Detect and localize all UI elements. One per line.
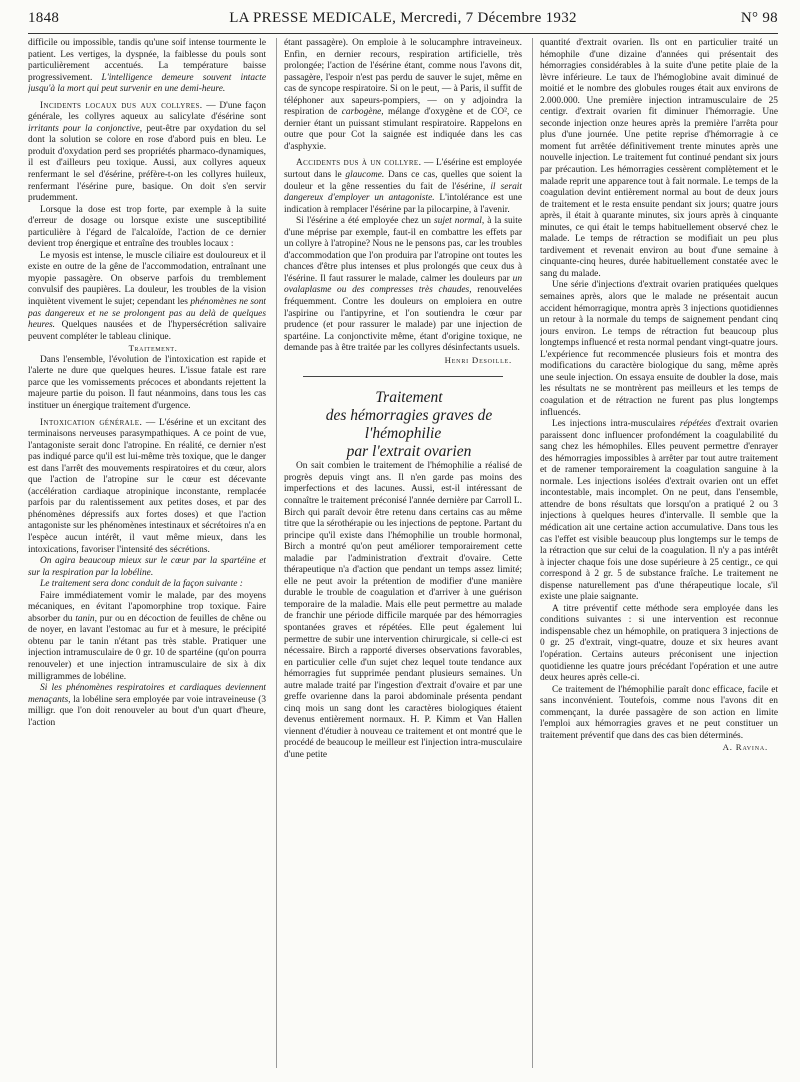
section-heading: Accidents dus à un collyre.	[296, 158, 422, 169]
issue-number: N° 98	[740, 10, 778, 26]
column-divider	[532, 38, 533, 1068]
paragraph: Accidents dus à un collyre. — L'ésérine est employée surtout dans le glaucome. Dans ce cas, quelles que soient la douleur et la gêne ressenties du fait de l'ésérine, il serait dangereux d'employer un antagoniste. L'intolérance est une indication à remplacer l'ésérine par la pilocarpine, à l'avenir.	[284, 158, 522, 215]
article-separator	[303, 376, 503, 377]
author-signature: A. Ravina.	[722, 742, 768, 753]
journal-title-date: LA PRESSE MEDICALE, Mercredi, 7 Décembre 1932	[229, 10, 577, 26]
paragraph: Lorsque la dose est trop forte, par exemple à la suite d'erreur de dosage ou lorsque existe une susceptibilité particulière à l'égard de l'alcaloïde, l'action de ce dernier devient trop énergique et entraîne des troubles locaux :	[28, 204, 266, 250]
paragraph: difficile ou impossible, tandis qu'une soif intense tourmente le patient. Les vertiges, la dyspnée, la faiblesse du pouls sont particulièrement accentués. La température baisse progressivement. L'intelligence demeure souvent intacte jusqu'à la mort qui peut survenir en une demi-heure.	[28, 38, 266, 95]
paragraph: Faire immédiatement vomir le malade, par des moyens mécaniques, en évitant l'apomorphine trop toxique. Faire absorber du tanin, pur ou en décoction de feuilles de chêne ou de noyer, en lavant l'estomac au fur et à mesure, le précipité obtenu par le tanin n'étant pas très stable. Pratiquer une injection intramusculaire de 0 gr. 10 de spartéine (qu'on pourra renouveler) et une injection intramusculaire de six à dix milligrammes de lobéline.	[28, 590, 266, 682]
paragraph: Ce traitement de l'hémophilie paraît donc efficace, facile et sans inconvénient. Toutefois, comme nous l'avons dit en commençant, la durée passagère de son action en limite l'emploi aux hémorragies graves et ne peut constituer un traitement préventif que dans des cas bien déterminés.	[540, 684, 778, 741]
column-divider	[276, 38, 277, 1068]
paragraph: quantité d'extrait ovarien. Ils ont en particulier traité un hémophile d'une dizaine d'années qui présentait des hémorragies considérables à la suite d'une petite plaie de la lèvre inférieure. Le taux de l'hémoglobine avait diminué de moitié et le nombre des globules rouges était aux environs de 2.000.000. Une première injection intramusculaire de 25 centigr. d'extrait ovarien fit diminuer l'hémorragie. Une seconde injection onze heures après la première l'arrêta pour plus d'une journée. Une petite reprise d'hémorragie à ce moment fut arrêtée définitivement trente minutes après une nouvelle injection. Le traitement fut continué pendant six jours par précaution. Les hémorragies cessèrent complètement et le malade reprit une apparence tout à fait normale. Le temps de la coagulation devint entièrement normal au bout de deux jours de traitement et le resta ensuite pendant six jours; quatre jours après, il était à quarante minutes, six jours après à cinquante minutes, ce qui était le temps habituellement observé chez le malade. Le temps de rétraction se modifiait un peu plus tardivement et revenait environ au bout d'une semaine à cinquante-cinq heures, durée habituellement constatée avec le sang du malade.	[540, 38, 778, 279]
paragraph: On sait combien le traitement de l'hémophilie a réalisé de progrès depuis vingt ans. Il n'en garde pas moins des imperfections et des lacunes. Aussi, est-il intéressant de connaître le traitement préconisé l'année dernière par Carroll L. Birch qui paraît devoir être retenu dans certains cas au même titre que la sérothérapie ou les injections de peptone. Partant du principe qu'il existe dans l'hémophilie un trouble hormonal, Birch a montré qu'on peut améliorer temporairement cette maladie par l'administration d'extrait d'ovaire. Cette thérapeutique n'a d'action que pendant un temps assez limité; elle ne peut avoir la prétention de modifier d'une manière durable le trouble de coagulation et d'arriver à une guérison temporaire de la maladie. Mais elle peut permettre au malade de franchir une période difficile marquée par des hémorragies spontanées graves et répétées. Elle peut également lui permettre de subir une intervention chirurgicale, si celle-ci est nécessaire. Birch a rapporté diverses observations favorables, en particulier celle d'un sujet chez lequel toute tendance aux hémorragies fut supprimée pendant plusieurs semaines. Un autre malade traité par l'ingestion d'extrait d'ovaire et par une greffe ovarienne dans la paroi abdominale présenta pendant cinq mois un sang dont les caractères biologiques étaient devenus entièrement normaux. H. P. Kimm et Van Hallen viennent d'étudier à nouveau ce traitement et ont montré que le procédé de beaucoup le meilleur est l'injection intra-musculaire d'une petite	[284, 461, 522, 760]
paragraph: Le myosis est intense, le muscle ciliaire est douloureux et il existe en outre de la gêne de l'accommodation, entraînant une myopie passagère. On observe parfois du tremblement convulsif des paupières. La douleur, les troubles de la vision inquiètent vivement le sujet; cependant les phénomènes ne sont pas dangereux et ne se prolongent pas au delà de quelques heures. Quelques nausées et de l'hypersécrétion salivaire peuvent compléter le tableau clinique.	[28, 250, 266, 342]
paragraph: A titre préventif cette méthode sera employée dans les conditions suivantes : si une intervention est reconnue indispensable chez un hémophile, on pratiquera 3 injections de 0 gr. 25 d'extrait, vingt-quatre, douze et six heures avant l'opération. Certains auteurs préconisent une injection quotidienne les quatre jours précédant l'opération et une autre deux heures après celle-ci.	[540, 603, 778, 684]
paragraph: On agira beaucoup mieux sur le cœur par la spartéine et sur la respiration par la lobéline.	[28, 556, 266, 578]
paragraph: Si l'ésérine a été employée chez un sujet normal, à la suite d'une méprise par exemple, faut-il en combattre les effets par un collyre à l'atropine? Nous ne le pensons pas, car les troubles d'accommodation que l'on produira par l'atropine ont toutes les chances d'être plus intenses et plus prolongés que ceux dus à l'ésérine. Il faut rassurer le malade, calmer les douleurs par un ovalaplasme ou des compresses très chaudes, renouvelées fréquemment. Contre les douleurs on emploiera en outre l'aspirine ou l'antipyrine, et l'on soutiendra le cœur par prudence (et pour rassurer le malade) par une injection de spartéine. La conjonctivite même, étant d'origine toxique, ne demande pas à être traitée par les collyres désinfectants usuels.	[284, 216, 522, 354]
author-signature: Henri Desoille.	[444, 354, 512, 365]
paragraph: Intoxication générale. — L'ésérine et un excitant des terminaisons nerveuses parasympathiques. A ce point de vue, l'antagoniste serait donc l'atropine. En réalité, ce dernier n'est pas indiqué parce qu'il est lui-même très toxique, que le danger est dans l'arrêt des mouvements respiratoires et du cœur, alors que l'action de l'atropine sur le cœur est décevante (accélération cardiaque atropinique inconstante, remplacée parfois par du ralentissement aux petites doses, et par des phénomènes dépressifs aux fortes doses) et que l'action antagoniste sur les phénomènes intestinaux et sécrétoires n'a en l'espèce aucun intérêt, il vaut même mieux, dans les intoxications, favoriser l'intensité des sécrétions.	[28, 417, 266, 555]
page-number: 1848	[28, 10, 60, 26]
column-2	[284, 38, 522, 1074]
paragraph: Une série d'injections d'extrait ovarien pratiquées quelques semaines après, alors que le malade ne présentait aucun accident hémorragique, montra après 3 injections quotidiennes un retour à la normale du temps de saignement pendant cinq jours environ. Le temps de rétraction fut beaucoup plus longtemps influencé et resta normal pendant vingt-quatre jours. L'expérience fut recommencée plusieurs fois et montra des modifications du caractère biologique du sang, même après une seule injection. On essaya ensuite de doubler la dose, mais les résultats ne se montrèrent pas meilleurs et les temps de coagulation et de rétraction ne furent pas plus longtemps influencés.	[540, 280, 778, 418]
column-1	[28, 38, 266, 1074]
paragraph: Incidents locaux dus aux collyres. — D'une façon générale, les collyres aqueux au salicylate d'ésérine sont irritants pour la conjonctive, peut-être par oxydation du sel dont la solution se colore en rose d'abord puis en bleu. Le produit d'oxydation perd ses propriétés pharmaco-dynamiques, il est d'ailleurs peu toxique. Aussi, aux collyres aqueux renfermant le sel d'ésérine, préfère-t-on les collyres huileux, renfermant l'ésérine pure, basique. On doit s'en servir prudemment.	[28, 100, 266, 204]
column-3	[540, 38, 778, 1074]
paragraph: Les injections intra-musculaires répétées d'extrait ovarien paraissent donc influencer profondément la coagulabilité du sang chez les hémophiles. Elles peuvent permettre d'enrayer des hémorragies impossibles à arrêter par tout autre traitement et de ramener temporairement la coagulation sanguine à la normale. Les injections isolées d'extrait ovarien ont un effet incontestable, mais incomplet. On ne peut, dans l'ensemble, attendre de bons résultats que lorsqu'on a pratiqué 2 ou 3 injections à quelques heures d'intervalle. Il semble que la médication ait une certaine action accumulative. Dans tous les cas l'effet est visible beaucoup plus longtemps sur le temps de la rétraction que sur celui de la coagulation. Il n'y a pas intérêt à injecter chaque fois une dose supérieure à 25 centigr., ce qui correspond à 2 gr. 5 de substance fraîche. Le traitement ne dispense naturellement pas d'une thérapeutique locale, s'il existe une plaie saignante.	[540, 419, 778, 603]
section-subtitle: Traitement.	[128, 343, 178, 354]
article-title: Traitement des hémorragies graves de l'hémophilie par l'extrait ovarien	[325, 389, 493, 461]
paragraph: Le traitement sera donc conduit de la façon suivante :	[40, 579, 243, 590]
header-rule	[28, 33, 778, 34]
paragraph: étant passagère). On emploie à le solucamphre intraveineux. Enfin, en dernier recours, respiration artificielle, très prolongée; l'action de l'ésérine étant, comme nous l'avons dit, passagère, l'espoir n'est pas perdu de sauver le sujet, même en cas de syncope respiratoire. Si on le peut, — à Paris, il suffit de téléphoner aux sapeurs-pompiers, — on y adjoindra la respiration de carbogène, mélange d'oxygène et de CO², ce dernier étant un puissant stimulant respiratoire. Rappelons en outre que pour Cot la saignée est indiquée dans les cas d'asphyxie.	[284, 38, 522, 152]
page-header	[28, 8, 778, 30]
paragraph: Dans l'ensemble, l'évolution de l'intoxication est rapide et l'alerte ne dure que quelques heures. L'issue fatale est rare parce que les vomissements précoces et abondants rejettent la majeure partie du poison. Il faut néanmoins, dans tous les cas instituer un énergique traitement d'urgence.	[28, 354, 266, 411]
section-heading: Incidents locaux dus aux collyres.	[40, 100, 203, 111]
section-heading: Intoxication générale.	[40, 417, 143, 428]
paragraph: Si les phénomènes respiratoires et cardiaques deviennent menaçants, la lobéline sera employée par voie intraveineuse (3 milligr. que l'on doit renouveler au bout d'un quart d'heure, l'action	[28, 683, 266, 728]
